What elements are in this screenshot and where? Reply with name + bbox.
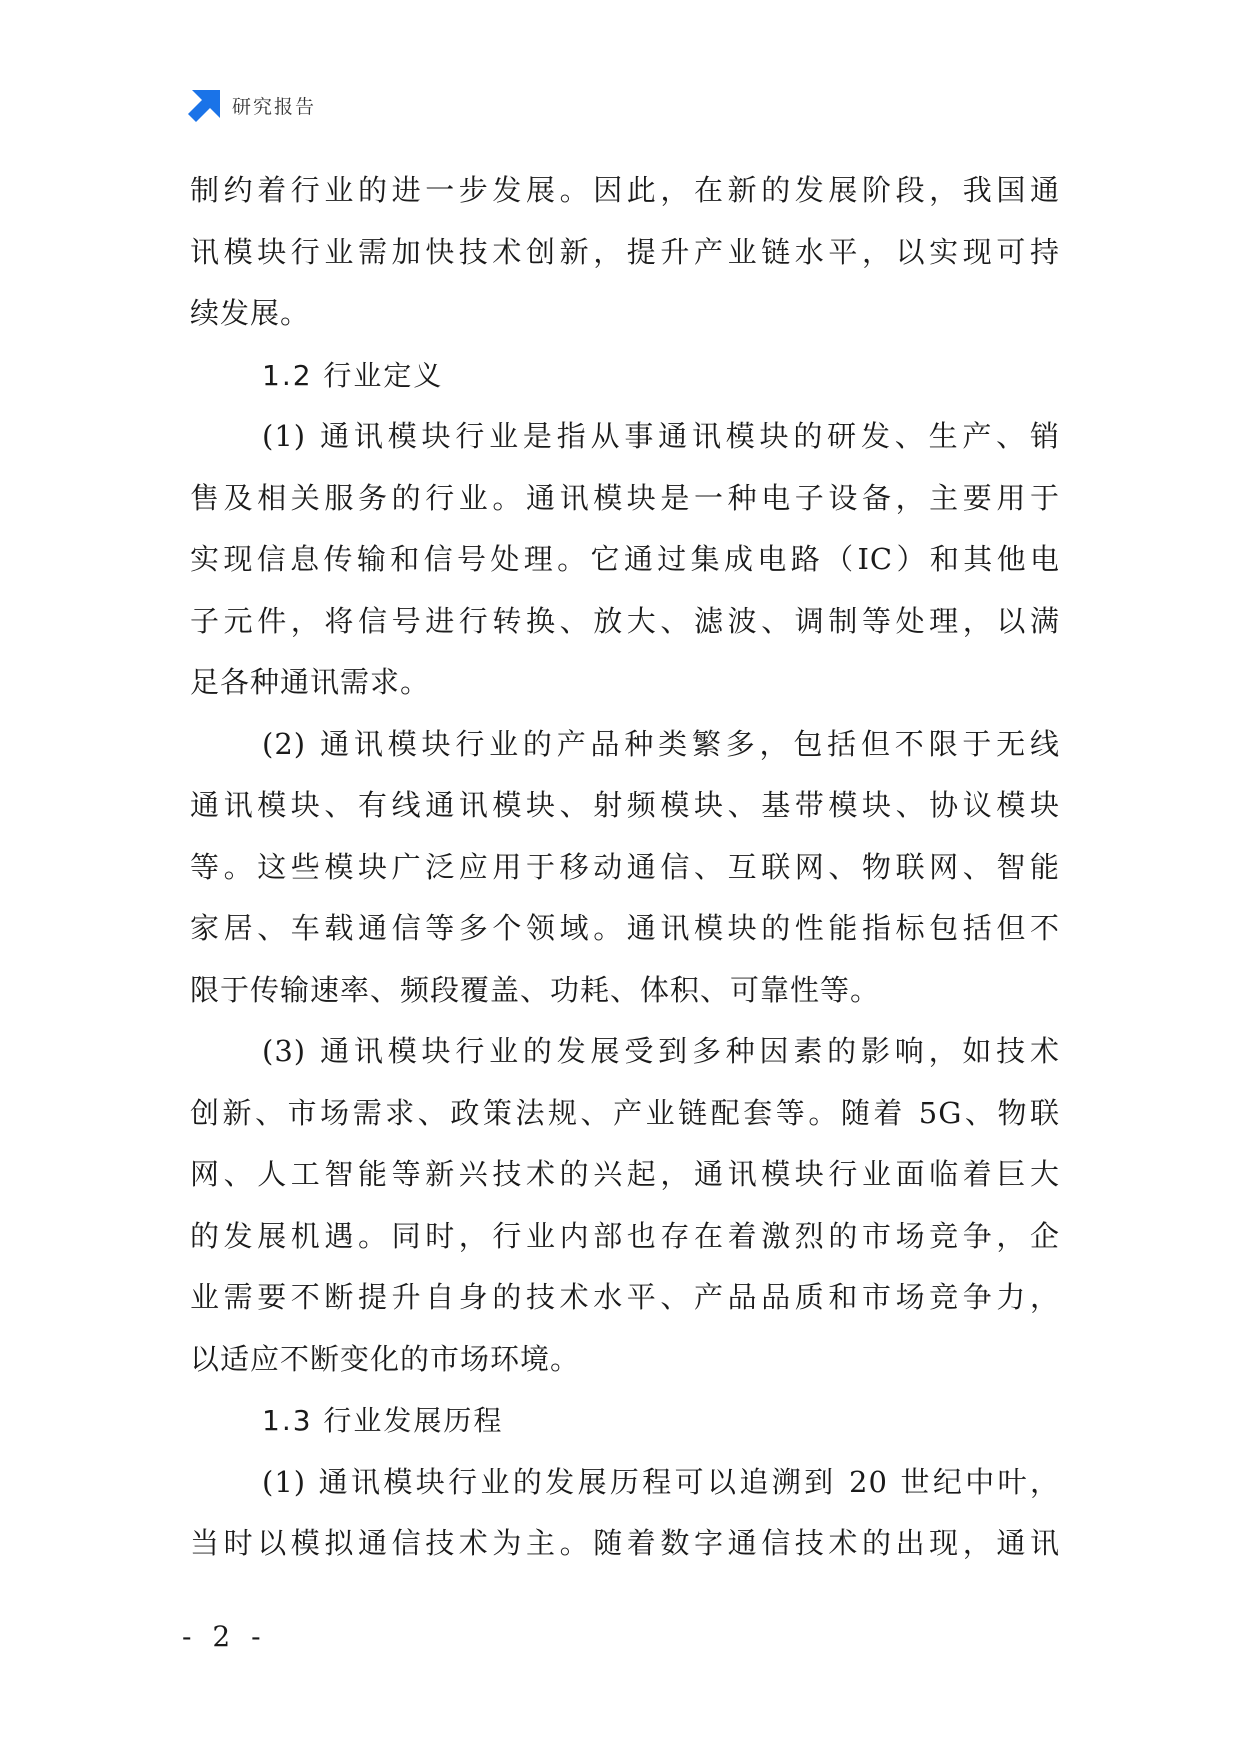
paragraph-line: 续发展。	[190, 296, 311, 330]
paragraph-line: 当时以模拟通信技术为主。随着数字通信技术的出现，通讯	[190, 1526, 1060, 1560]
paragraph-line: 售及相关服务的行业。通讯模块是一种电子设备，主要用于	[190, 480, 1060, 515]
diagonal-arrow-logo-icon	[188, 88, 222, 122]
paragraph-line: 以适应不断变化的市场环境。	[190, 1341, 581, 1376]
paragraph-line: 制约着行业的进一步发展。因此，在新的发展阶段，我国通	[190, 173, 1060, 207]
paragraph-line: 等。这些模块广泛应用于移动通信、互联网、物联网、智能	[190, 849, 1060, 884]
paragraph-line: 家居、车载通信等多个领域。通讯模块的性能指标包括但不	[190, 911, 1060, 945]
page-number: - 2 -	[182, 1620, 267, 1653]
paragraph-line: (2) 通讯模块行业的产品种类繁多，包括但不限于无线	[262, 726, 1060, 761]
paragraph-line: 足各种通讯需求。	[190, 665, 431, 699]
paragraph-line: 实现信息传输和信号处理。它通过集成电路（IC）和其他电	[190, 542, 1060, 576]
paragraph-line: (1) 通讯模块行业是指从事通讯模块的研发、生产、销	[262, 419, 1060, 453]
document-body	[190, 160, 1060, 1575]
header-title: 研究报告	[232, 95, 317, 118]
paragraph-line: 通讯模块、有线通讯模块、射频模块、基带模块、协议模块	[190, 788, 1060, 822]
paragraph-line: 的发展机遇。同时，行业内部也存在着激烈的市场竞争，企	[190, 1218, 1060, 1253]
document-header	[188, 88, 316, 122]
paragraph-line: 限于传输速率、频段覆盖、功耗、体积、可靠性等。	[190, 972, 881, 1007]
paragraph-line: 子元件，将信号进行转换、放大、滤波、调制等处理，以满	[190, 603, 1060, 638]
paragraph-line: 网、人工智能等新兴技术的兴起，通讯模块行业面临着巨大	[190, 1157, 1060, 1191]
paragraph-line: 创新、市场需求、政策法规、产业链配套等。随着 5G、物联	[190, 1095, 1060, 1130]
paragraph-line: (3) 通讯模块行业的发展受到多种因素的影响，如技术	[262, 1034, 1060, 1068]
paragraph-line: 讯模块行业需加快技术创新，提升产业链水平，以实现可持	[190, 234, 1060, 269]
section-heading: 1.3 行业发展历程	[262, 1404, 504, 1437]
paragraph-line: 业需要不断提升自身的技术水平、产品品质和市场竞争力，	[190, 1280, 1060, 1314]
section-heading: 1.2 行业定义	[262, 358, 444, 392]
paragraph-line: (1) 通讯模块行业的发展历程可以追溯到 20 世纪中叶，	[262, 1464, 1060, 1499]
